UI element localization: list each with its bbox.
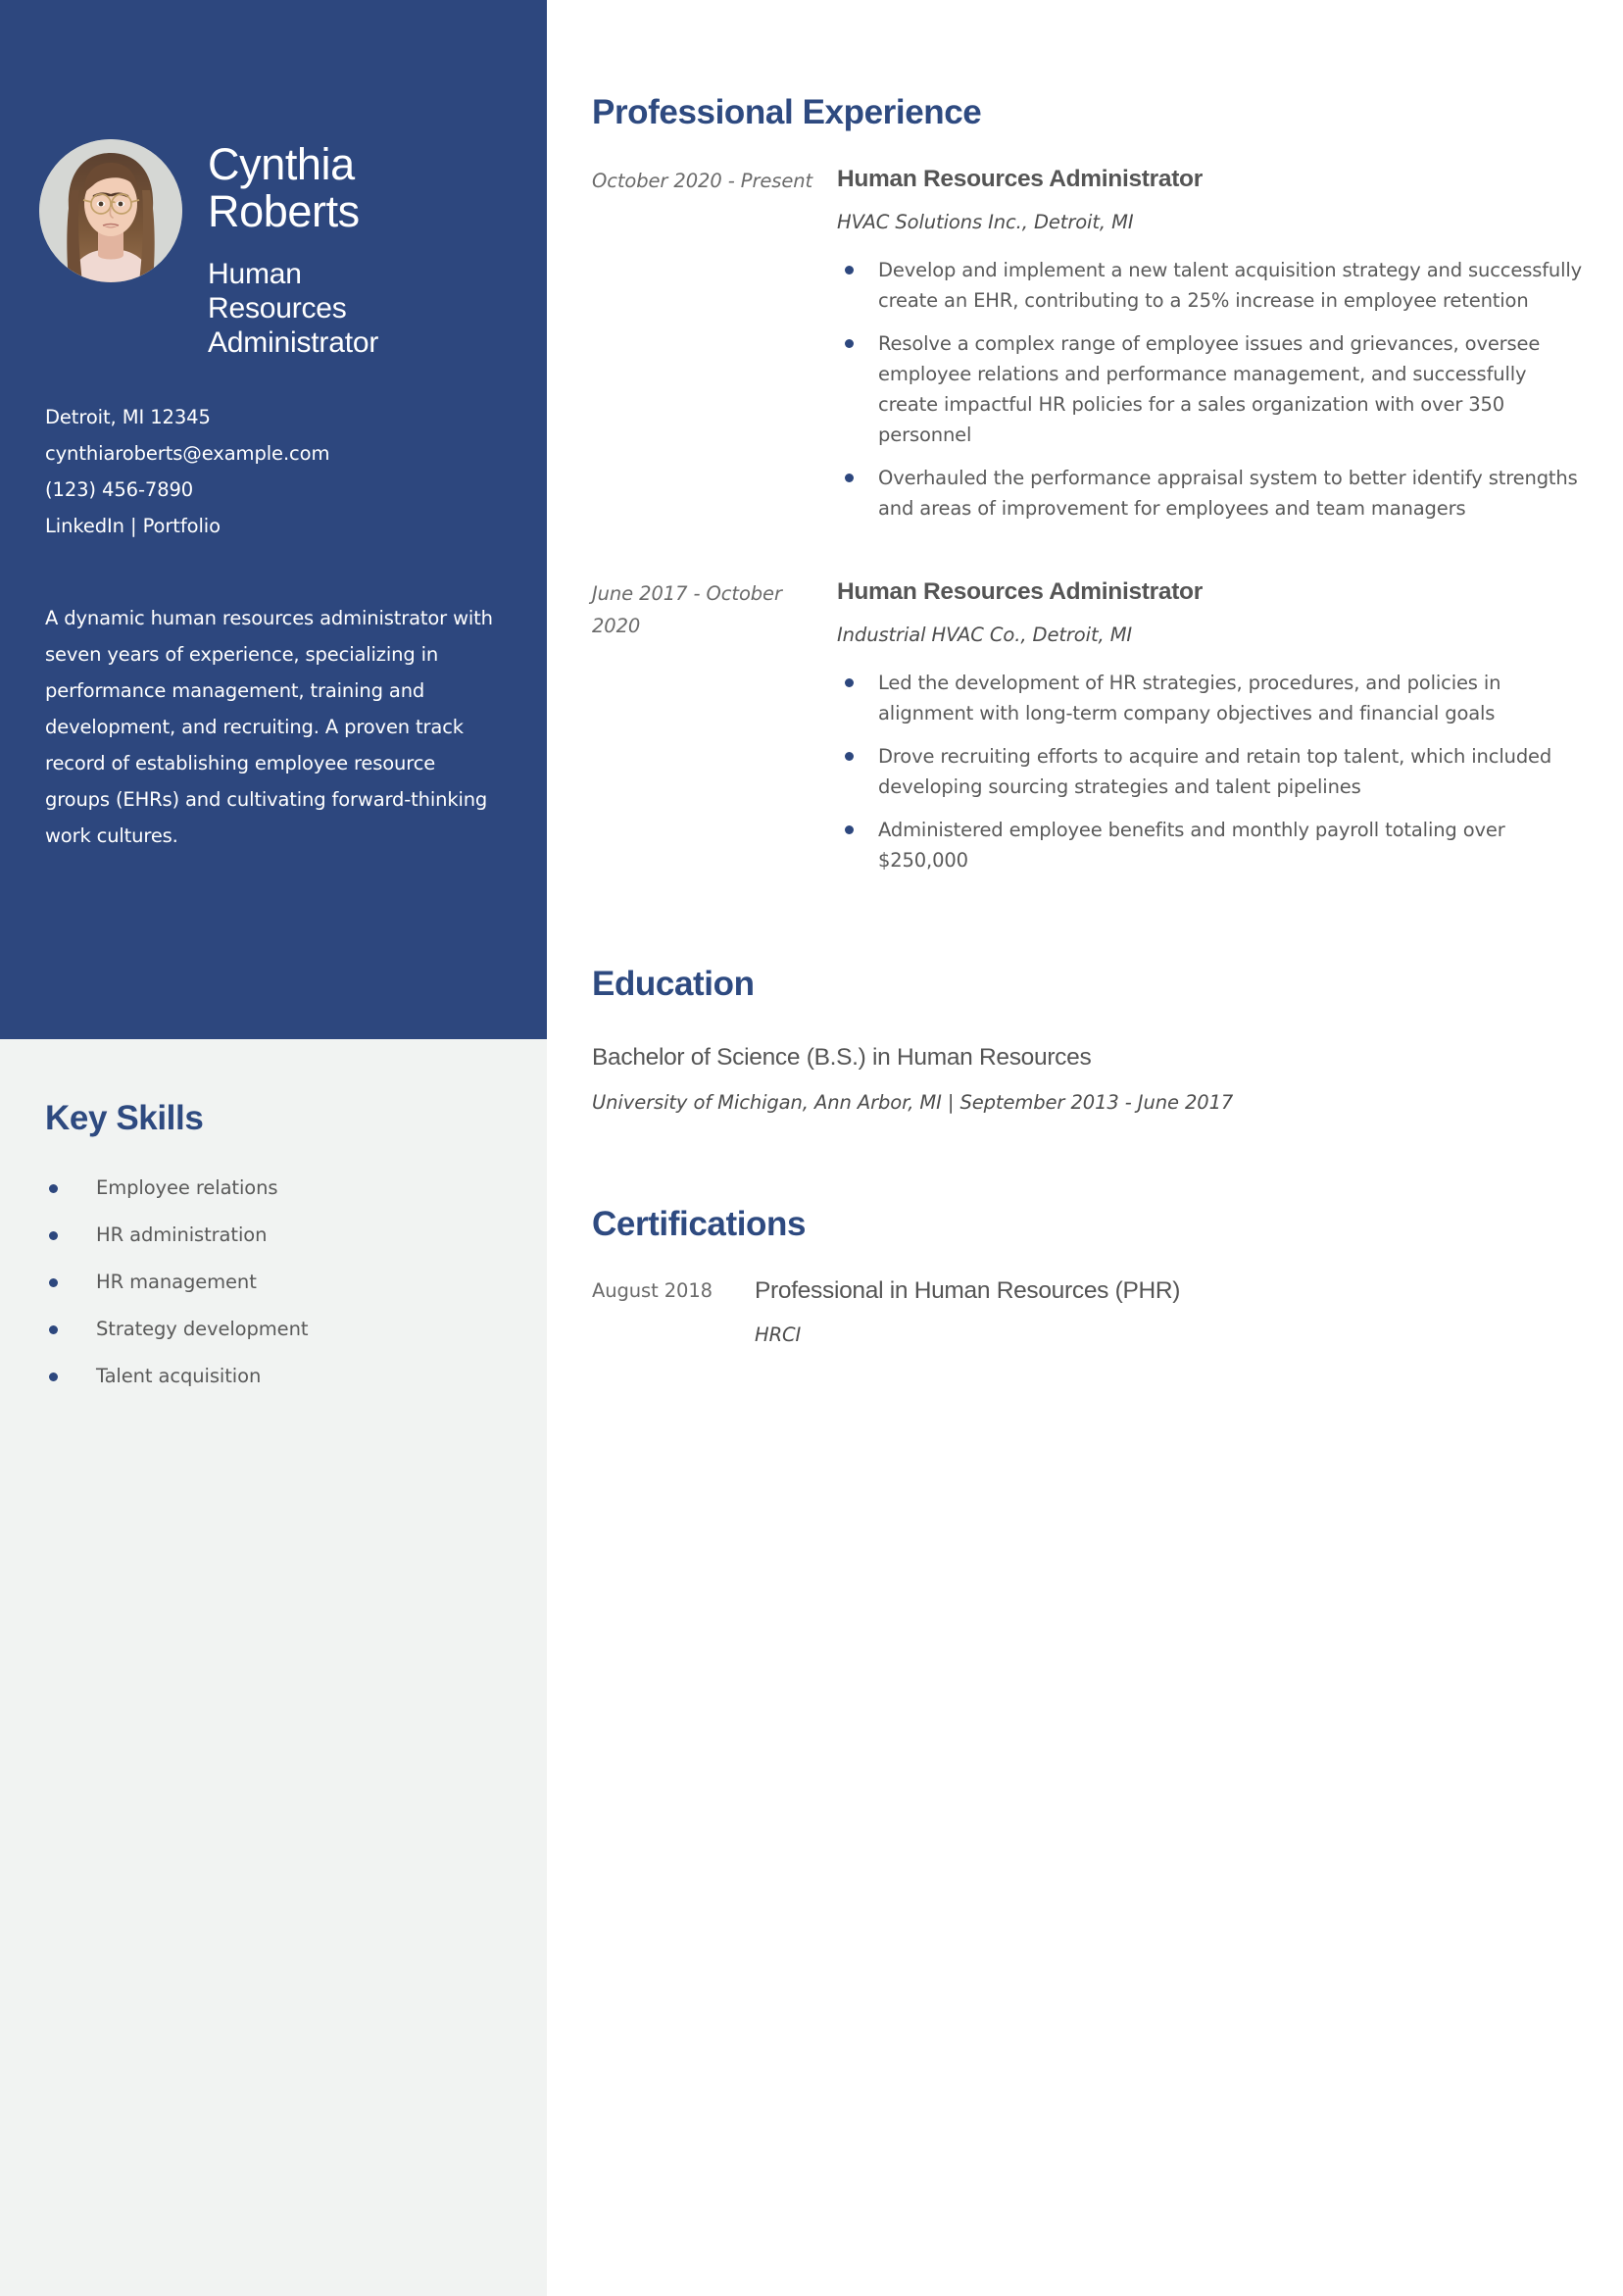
key-skills-heading: Key Skills bbox=[45, 1099, 204, 1137]
contact-phone[interactable]: (123) 456-7890 bbox=[45, 478, 194, 501]
bullet-icon bbox=[845, 752, 854, 761]
name-block bbox=[208, 139, 378, 360]
education-heading: Education bbox=[592, 965, 755, 1003]
certification-details bbox=[755, 1276, 1623, 1349]
skill-label: Talent acquisition bbox=[96, 1365, 262, 1387]
certification-organization: HRCI bbox=[755, 1323, 802, 1346]
role-line-2: Resources bbox=[208, 292, 347, 324]
contact-location: Detroit, MI 12345 bbox=[45, 406, 211, 428]
list-item bbox=[45, 1222, 502, 1249]
certification-entry bbox=[592, 1276, 1623, 1349]
job-title: Human Resources Administrator bbox=[837, 166, 1203, 192]
job-title: Human Resources Administrator bbox=[837, 578, 1203, 605]
list-item bbox=[837, 741, 1588, 802]
section-education bbox=[592, 965, 1623, 1117]
list-item bbox=[837, 328, 1588, 450]
skill-label: Strategy development bbox=[96, 1318, 309, 1340]
job-organization: HVAC Solutions Inc., Detroit, MI bbox=[837, 211, 1134, 233]
contact-links[interactable]: LinkedIn | Portfolio bbox=[45, 515, 221, 537]
contact-block bbox=[45, 399, 502, 544]
bullet-icon bbox=[49, 1278, 58, 1287]
bullet-text: Drove recruiting efforts to acquire and retain top talent, which included developing sourcing strategies and talent pipelines bbox=[878, 745, 1552, 798]
candidate-last-name: Roberts bbox=[208, 186, 360, 236]
section-professional-experience bbox=[592, 93, 1623, 888]
sidebar-skills-panel bbox=[0, 1039, 547, 1449]
skill-label: HR administration bbox=[96, 1223, 268, 1246]
list-item bbox=[45, 1316, 502, 1343]
experience-date: June 2017 - October 2020 bbox=[592, 582, 782, 637]
bullet-icon bbox=[49, 1184, 58, 1193]
avatar bbox=[39, 139, 182, 282]
certification-date: August 2018 bbox=[592, 1279, 713, 1302]
job-bullets bbox=[837, 255, 1588, 524]
key-skills-list bbox=[45, 1174, 502, 1390]
experience-heading: Professional Experience bbox=[592, 93, 982, 131]
candidate-name bbox=[208, 141, 378, 235]
bullet-icon bbox=[845, 266, 854, 275]
experience-details bbox=[837, 165, 1623, 536]
experience-entry bbox=[592, 577, 1623, 888]
sidebar bbox=[0, 0, 547, 2296]
experience-details bbox=[837, 577, 1623, 888]
section-certifications bbox=[592, 1205, 1623, 1349]
professional-summary: A dynamic human resources administrator with seven years of experience, specializing in performance management, training and development, and recruiting. A proven track record of establishing employee resource groups (EHRs) and cultivating forward-thinking work cultures. bbox=[45, 607, 493, 847]
main-content bbox=[547, 0, 1623, 2296]
identity-block bbox=[45, 0, 502, 360]
contact-email[interactable]: cynthiaroberts@example.com bbox=[45, 442, 330, 465]
bullet-icon bbox=[49, 1325, 58, 1334]
job-bullets bbox=[837, 668, 1588, 875]
certifications-heading: Certifications bbox=[592, 1205, 807, 1243]
bullet-text: Overhauled the performance appraisal system to better identify strengths and areas of improvement for employees and team managers bbox=[878, 467, 1578, 520]
bullet-text: Resolve a complex range of employee issues and grievances, oversee employee relations and performance management, and successfully create impactful HR policies for a sales organization with over 350 personnel bbox=[878, 332, 1541, 446]
list-item bbox=[45, 1174, 502, 1202]
candidate-role bbox=[208, 257, 378, 360]
bullet-text: Led the development of HR strategies, procedures, and policies in alignment with long-term company objectives and financial goals bbox=[878, 672, 1501, 724]
list-item bbox=[45, 1363, 502, 1390]
list-item bbox=[45, 1269, 502, 1296]
list-item bbox=[837, 463, 1588, 524]
bullet-icon bbox=[49, 1231, 58, 1240]
experience-date: October 2020 - Present bbox=[592, 170, 813, 192]
bullet-text: Develop and implement a new talent acquisition strategy and successfully create an EHR, contributing to a 25% increase in employee retention bbox=[878, 259, 1583, 312]
skill-label: HR management bbox=[96, 1271, 257, 1293]
role-line-1: Human bbox=[208, 258, 302, 290]
certification-title: Professional in Human Resources (PHR) bbox=[755, 1277, 1181, 1304]
list-item bbox=[837, 815, 1588, 875]
candidate-first-name: Cynthia bbox=[208, 139, 355, 189]
list-item bbox=[837, 668, 1588, 728]
list-item bbox=[837, 255, 1588, 316]
bullet-icon bbox=[845, 339, 854, 348]
bullet-icon bbox=[845, 678, 854, 687]
bullet-icon bbox=[845, 825, 854, 834]
skill-label: Employee relations bbox=[96, 1176, 278, 1199]
job-organization: Industrial HVAC Co., Detroit, MI bbox=[837, 624, 1133, 646]
bullet-icon bbox=[49, 1373, 58, 1381]
education-degree: Bachelor of Science (B.S.) in Human Resources bbox=[592, 1044, 1092, 1071]
role-line-3: Administrator bbox=[208, 326, 379, 359]
experience-entry bbox=[592, 165, 1623, 536]
sidebar-header-panel bbox=[0, 0, 547, 1039]
bullet-text: Administered employee benefits and monthly payroll totaling over $250,000 bbox=[878, 819, 1505, 872]
education-meta: University of Michigan, Ann Arbor, MI | September 2013 - June 2017 bbox=[592, 1091, 1234, 1114]
education-entry bbox=[592, 1043, 1623, 1117]
bullet-icon bbox=[845, 474, 854, 482]
